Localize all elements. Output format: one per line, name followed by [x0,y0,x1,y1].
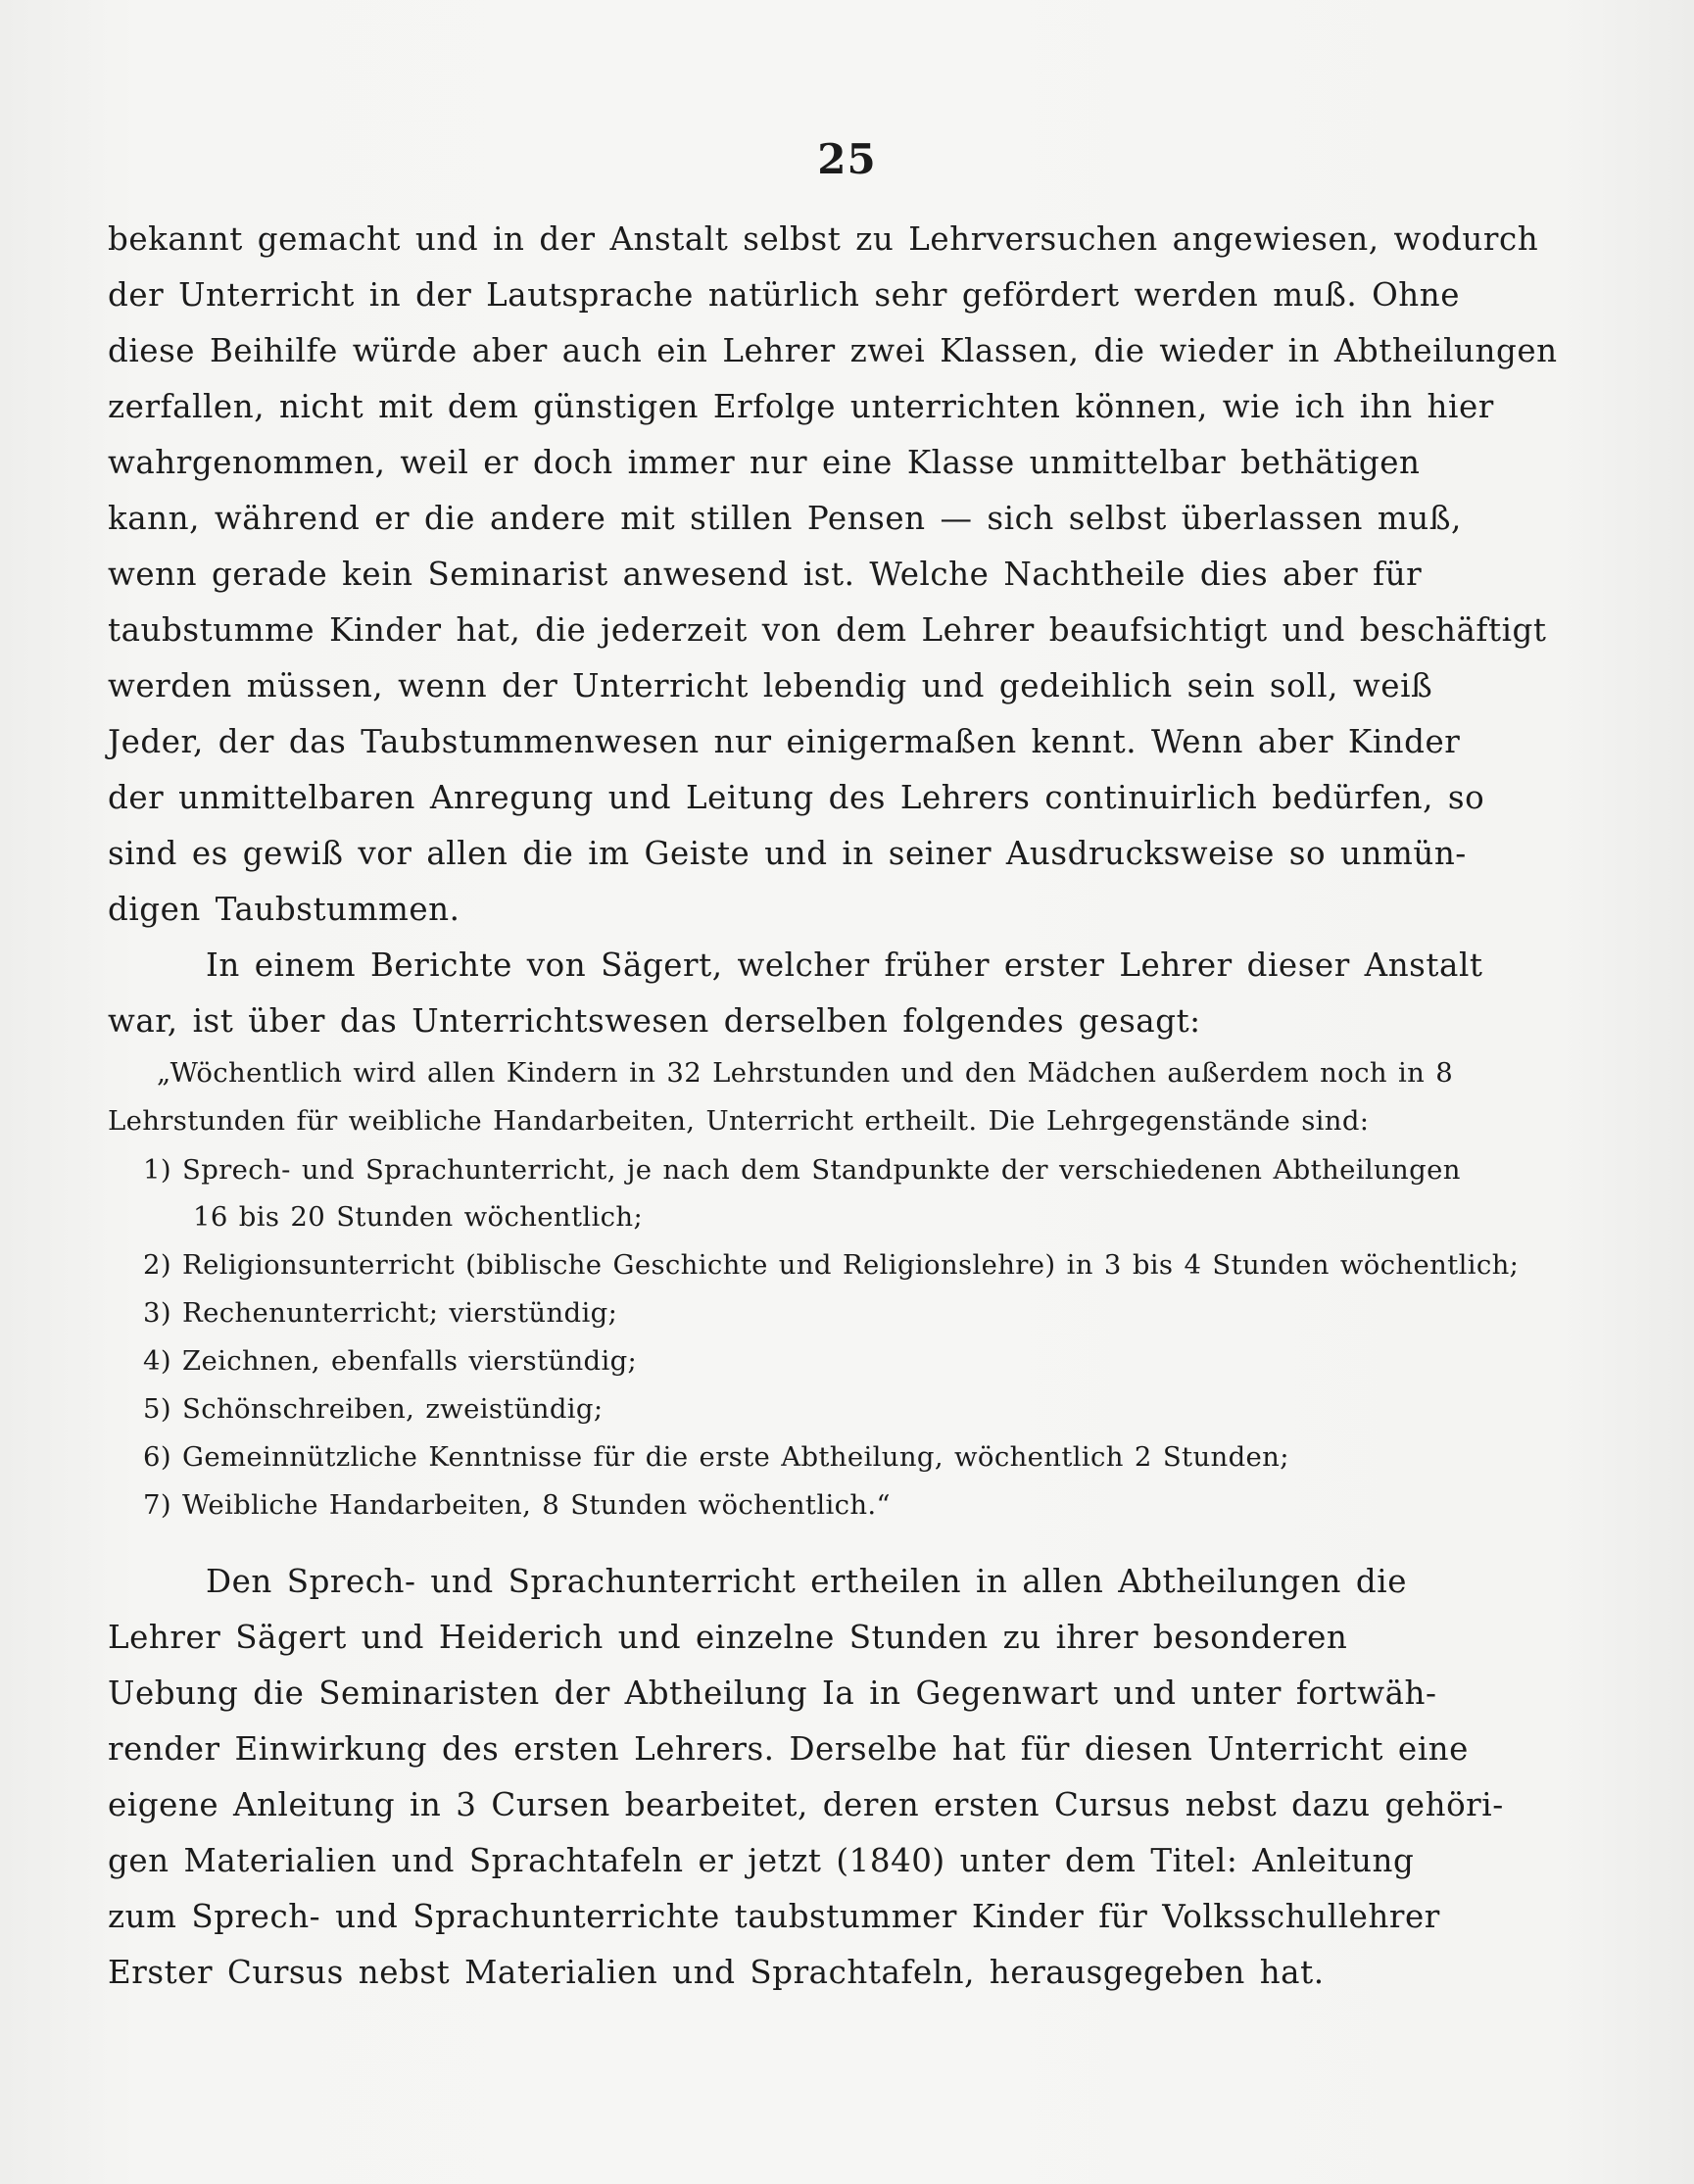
paragraph-3-line-5: eigene Anleitung in 3 Cursen bearbeitet, deren ersten Cursus nebst dazu gehöri- [108,1786,1504,1823]
quote-list-item-3: 3) Rechenunterricht; vierstündig; [143,1297,618,1329]
quote-intro-line-2: Lehrstunden für weibliche Handarbeiten, Unterricht ertheilt. Die Lehrgegenstände sind: [108,1105,1370,1137]
quote-list-item-6: 6) Gemeinnützliche Kenntnisse für die erste Abtheilung, wöchentlich 2 Stunden; [143,1441,1289,1473]
paragraph-1-line-6: kann, während er die andere mit stillen Pensen — sich selbst überlassen muß, [108,500,1462,537]
quote-list-item-1-continuation: 16 bis 20 Stunden wöchentlich; [193,1201,644,1233]
paragraph-2-line-1: In einem Berichte von Sägert, welcher früher erster Lehrer dieser Anstalt [206,946,1483,984]
paragraph-1-line-4: zerfallen, nicht mit dem günstigen Erfolge unterrichten können, wie ich ihn hier [108,388,1494,425]
paragraph-1-line-11: der unmittelbaren Anregung und Leitung des Lehrers continuirlich bedürfen, so [108,779,1485,816]
paragraph-3-line-1: Den Sprech- und Sprachunterricht ertheilen in allen Abtheilungen die [206,1563,1407,1600]
paragraph-3-line-3: Uebung die Seminaristen der Abtheilung Ia in Gegenwart und unter fortwäh- [108,1674,1437,1712]
paragraph-1-line-13: digen Taubstummen. [108,891,460,928]
paragraph-1-line-7: wenn gerade kein Seminarist anwesend ist. Welche Nachtheile dies aber für [108,556,1423,593]
paragraph-1-line-9: werden müssen, wenn der Unterricht lebendig und gedeihlich sein soll, weiß [108,667,1433,704]
page-number: 25 [817,135,877,183]
paragraph-1-line-2: der Unterricht in der Lautsprache natürlich sehr gefördert werden muß. Ohne [108,276,1461,314]
paragraph-1-line-12: sind es gewiß vor allen die im Geiste und in seiner Ausdrucksweise so unmün- [108,835,1467,872]
quote-list-item-7: 7) Weibliche Handarbeiten, 8 Stunden wöchentlich.“ [143,1489,891,1521]
paragraph-1-line-5: wahrgenommen, weil er doch immer nur eine Klasse unmittelbar bethätigen [108,444,1421,481]
paragraph-3-line-6: gen Materialien und Sprachtafeln er jetzt (1840) unter dem Titel: Anleitung [108,1842,1415,1879]
quote-intro-line-1: „Wöchentlich wird allen Kindern in 32 Lehrstunden und den Mädchen außerdem noch in 8 [157,1057,1454,1089]
paragraph-3-line-4: render Einwirkung des ersten Lehrers. Derselbe hat für diesen Unterricht eine [108,1730,1469,1768]
paragraph-3-line-2: Lehrer Sägert und Heiderich und einzelne Stunden zu ihrer besonderen [108,1619,1348,1656]
paragraph-3-line-8: Erster Cursus nebst Materialien und Sprachtafeln, herausgegeben hat. [108,1954,1325,1991]
quote-list-item-1: 1) Sprech- und Sprachunterricht, je nach dem Standpunkte der verschiedenen Abtheilungen [143,1154,1461,1186]
paragraph-1-line-3: diese Beihilfe würde aber auch ein Lehrer zwei Klassen, die wieder in Abtheilungen [108,332,1558,369]
paragraph-1-line-10: Jeder, der das Taubstummenwesen nur einigermaßen kennt. Wenn aber Kinder [108,723,1461,760]
quote-list-item-5: 5) Schönschreiben, zweistündig; [143,1393,604,1425]
paragraph-2-line-2: war, ist über das Unterrichtswesen derselben folgendes gesagt: [108,1002,1201,1040]
paragraph-1-line-8: taubstumme Kinder hat, die jederzeit von dem Lehrer beaufsichtigt und beschäftigt [108,611,1547,649]
quote-list-item-4: 4) Zeichnen, ebenfalls vierstündig; [143,1345,638,1377]
paragraph-3-line-7: zum Sprech- und Sprachunterrichte taubstummer Kinder für Volksschullehrer [108,1898,1440,1935]
paragraph-1-line-1: bekannt gemacht und in der Anstalt selbst zu Lehrversuchen angewiesen, wodurch [108,220,1539,258]
quote-list-item-2: 2) Religionsunterricht (biblische Geschichte und Religionslehre) in 3 bis 4 Stunden wöchentlich; [143,1249,1520,1281]
